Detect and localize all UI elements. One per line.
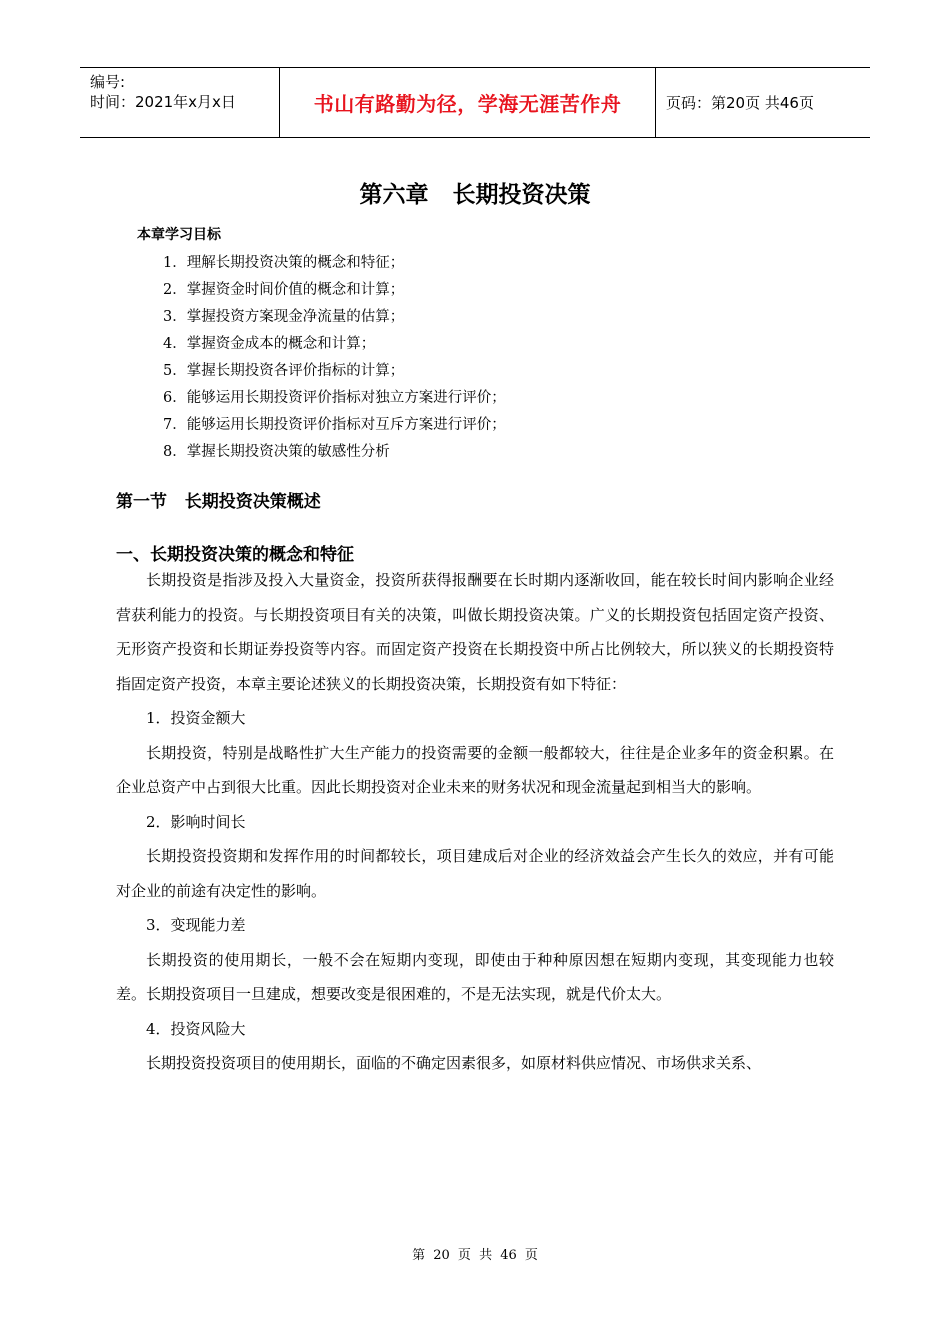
header-motto: 书山有路勤为径，学海无涯苦作舟 [280, 68, 656, 137]
body-text [116, 563, 834, 1081]
goal-item: 3．掌握投资方案现金净流量的估算； [163, 309, 405, 325]
goal-item: 6．能够运用长期投资评价指标对独立方案进行评价； [163, 390, 506, 406]
goal-item: 1．理解长期投资决策的概念和特征； [163, 255, 405, 271]
section-title: 第一节 长期投资决策概述 [116, 492, 321, 512]
subsection-title: 一、长期投资决策的概念和特征 [116, 545, 354, 565]
paragraph: 长期投资是指涉及投入大量资金，投资所获得报酬要在长时期内逐渐收回，能在较长时间内影响企业经营获利能力的投资。与长期投资项目有关的决策，叫做长期投资决策。广义的长期投资包括固定资产投资、无形资产投资和长期证券投资等内容。而固定资产投资在长期投资中所占比例较大，所以狭义的长期投资特指固定资产投资，本章主要论述狭义的长期投资决策，长期投资有如下特征： [116, 571, 834, 693]
paragraph-heading: 3．变现能力差 [146, 916, 246, 934]
page-footer: 第 20 页 共 46 页 [412, 1248, 538, 1263]
header-number-label: 编号: [90, 73, 126, 91]
paragraph-heading: 4．投资风险大 [146, 1019, 246, 1038]
paragraph-heading: 1．投资金额大 [146, 709, 246, 727]
learning-goals-list [163, 250, 506, 466]
goal-item: 5．掌握长期投资各评价指标的计算； [163, 363, 405, 379]
goal-item: 7．能够运用长期投资评价指标对互斥方案进行评价； [163, 417, 506, 433]
goal-item: 8．掌握长期投资决策的敏感性分析 [163, 444, 390, 460]
goal-item: 4．掌握资金成本的概念和计算； [163, 336, 376, 352]
page-header [80, 67, 870, 138]
paragraph: 长期投资的使用期长，一般不会在短期内变现，即使由于种种原因想在短期内变现，其变现能力也较差。长期投资项目一旦建成，想要改变是很困难的，不是无法实现，就是代价太大。 [116, 950, 834, 1003]
header-meta [80, 68, 280, 137]
paragraph: 长期投资投资期和发挥作用的时间都较长，项目建成后对企业的经济效益会产生长久的效应，并有可能对企业的前途有决定性的影响。 [116, 847, 834, 900]
learning-goals-title: 本章学习目标 [137, 227, 221, 243]
header-time-label: 时间：2021年x月x日 [90, 93, 236, 111]
paragraph-heading: 2．影响时间长 [146, 812, 246, 831]
header-page-info: 页码：第20页 共46页 [666, 94, 814, 112]
chapter-title: 第六章 长期投资决策 [359, 182, 591, 208]
paragraph: 长期投资，特别是战略性扩大生产能力的投资需要的金额一般都较大，往往是企业多年的资金积累。在企业总资产中占到很大比重。因此长期投资对企业未来的财务状况和现金流量起到相当大的影响。 [116, 743, 834, 796]
goal-item: 2．掌握资金时间价值的概念和计算； [163, 282, 405, 298]
paragraph: 长期投资投资项目的使用期长，面临的不确定因素很多，如原材料供应情况、市场供求关系、 [146, 1054, 762, 1072]
